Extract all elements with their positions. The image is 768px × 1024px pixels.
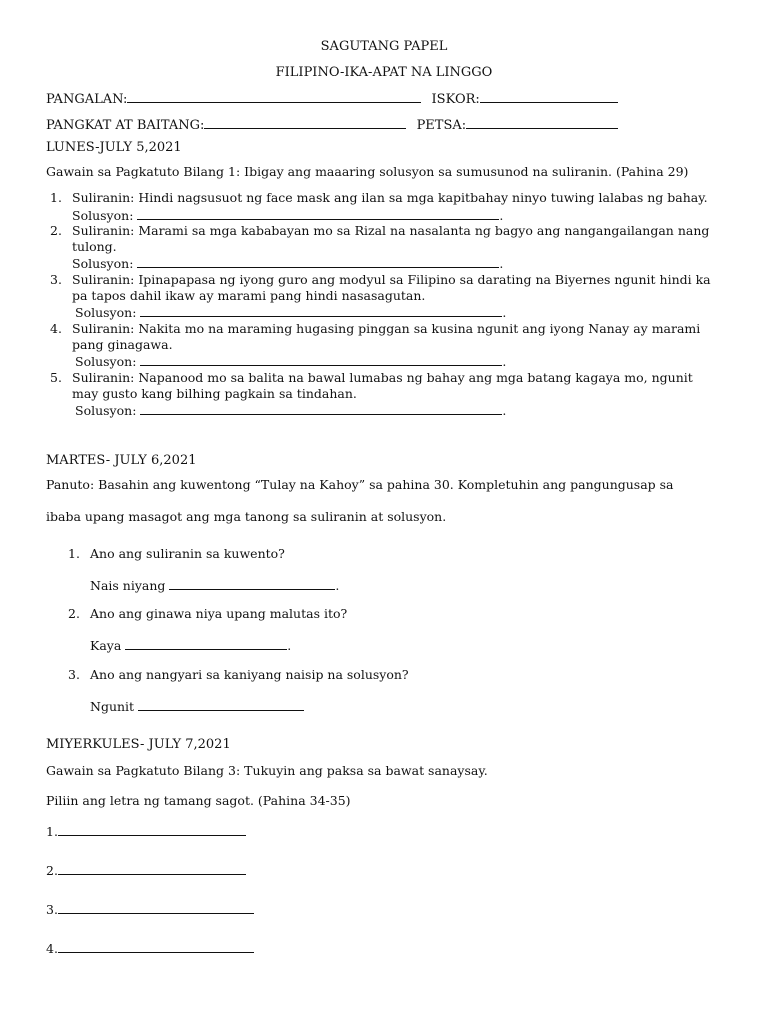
answer-prefix: Ngunit [90, 699, 135, 714]
lunes-item-2 [50, 223, 709, 238]
answer-blank[interactable] [125, 637, 287, 650]
martes-question-1 [68, 546, 285, 561]
miyerkules-instruction-line-2: Piliin ang letra ng tamang sagot. (Pahina 34-35) [46, 793, 351, 808]
miyerkules-answer-2 [46, 862, 246, 878]
suliranin-text: Suliranin: Marami sa mga kababayan mo sa Rizal na nasalanta ng bagyo ang nangangailangan nang [72, 223, 710, 238]
lunes-item-3 [50, 272, 711, 287]
solusyon-row-2: Solusyon: . [72, 256, 504, 271]
solusyon-label: Solusyon: [72, 208, 134, 223]
answer-end: . [287, 638, 292, 653]
miyerkules-answer-3 [46, 901, 254, 917]
solusyon-blank[interactable] [140, 353, 502, 366]
pangkat-row [46, 116, 618, 133]
item-number: 3. [46, 902, 58, 917]
solusyon-blank[interactable] [140, 304, 502, 317]
petsa-blank[interactable] [466, 116, 618, 129]
suliranin-text: Suliranin: Ipinapapasa ng iyong guro ang modyul sa Filipino sa darating na Biyernes ngunit hindi ka [72, 272, 711, 287]
suliranin-continuation: pa tapos dahil ikaw ay marami pang hindi nasasagutan. [72, 288, 426, 303]
solusyon-label: Solusyon: [72, 256, 134, 271]
answer-blank[interactable] [58, 901, 254, 914]
suliranin-text: Suliranin: Nakita mo na maraming hugasing pinggan sa kusina ngunit ang iyong Nanay ay marami [72, 321, 701, 336]
martes-question-3 [68, 667, 409, 682]
lunes-heading: LUNES-JULY 5,2021 [46, 140, 182, 155]
item-number: 1. [50, 190, 62, 205]
iskor-label: ISKOR: [431, 92, 480, 107]
suliranin-continuation: tulong. [72, 239, 117, 254]
answer-prefix: Nais niyang [90, 578, 166, 593]
suliranin-text: Suliranin: Napanood mo sa balita na bawal lumabas ng bahay ang mga batang kagaya mo, ngunit [72, 370, 693, 385]
item-number: 1. [68, 546, 80, 561]
solusyon-label: Solusyon: [75, 403, 137, 418]
solusyon-label: Solusyon: [75, 305, 137, 320]
item-number: 3. [50, 272, 62, 287]
answer-blank[interactable] [58, 862, 246, 875]
solusyon-row-4: Solusyon: . [75, 354, 507, 369]
solusyon-row-1: Solusyon: . [72, 208, 504, 223]
miyerkules-instruction-line-1: Gawain sa Pagkatuto Bilang 3: Tukuyin ang paksa sa bawat sanaysay. [46, 763, 488, 778]
page-title: SAGUTANG PAPEL [320, 39, 448, 54]
martes-answer-3 [90, 698, 304, 714]
item-number: 2. [68, 606, 80, 621]
lunes-instruction: Gawain sa Pagkatuto Bilang 1: Ibigay ang maaaring solusyon sa sumusunod na suliranin. (Pahina 29) [46, 164, 689, 179]
answer-end: . [335, 578, 340, 593]
solusyon-row-5: Solusyon: . [75, 403, 507, 418]
lunes-item-4 [50, 321, 700, 336]
solusyon-row-3: Solusyon: . [75, 305, 507, 320]
pangkat-blank[interactable] [204, 116, 406, 129]
answer-blank[interactable] [138, 698, 304, 711]
martes-question-2 [68, 606, 347, 621]
suliranin-text: Suliranin: Hindi nagsusuot ng face mask ang ilan sa mga kapitbahay ninyo tuwing lalabas ng bahay. [72, 190, 708, 205]
miyerkules-heading: MIYERKULES- JULY 7,2021 [46, 737, 231, 752]
item-number: 3. [68, 667, 80, 682]
miyerkules-answer-1 [46, 823, 246, 839]
answer-blank[interactable] [58, 940, 254, 953]
martes-answer-2 [90, 637, 291, 653]
petsa-label: PETSA: [416, 118, 467, 133]
pangkat-label: PANGKAT AT BAITANG: [46, 118, 205, 133]
martes-instruction-line-1: Panuto: Basahin ang kuwentong “Tulay na Kahoy” sa pahina 30. Kompletuhin ang pangungusap sa [46, 477, 674, 492]
martes-instruction-line-2: ibaba upang masagot ang mga tanong sa suliranin at solusyon. [46, 509, 447, 524]
item-number: 4. [50, 321, 62, 336]
lunes-item-1 [50, 190, 708, 205]
item-number: 4. [46, 941, 58, 956]
answer-prefix: Kaya [90, 638, 122, 653]
iskor-blank[interactable] [480, 90, 618, 103]
pangalan-label: PANGALAN: [46, 92, 128, 107]
page-subtitle: FILIPINO-IKA-APAT NA LINGGO [275, 65, 493, 80]
solusyon-blank[interactable] [140, 402, 502, 415]
pangalan-blank[interactable] [127, 90, 421, 103]
solusyon-label: Solusyon: [75, 354, 137, 369]
item-number: 5. [50, 370, 62, 385]
solusyon-blank[interactable] [137, 207, 499, 220]
answer-blank[interactable] [58, 823, 246, 836]
item-number: 2. [46, 863, 58, 878]
question-text: Ano ang suliranin sa kuwento? [90, 546, 285, 561]
solusyon-blank[interactable] [137, 255, 499, 268]
pangalan-row [46, 90, 618, 107]
question-text: Ano ang ginawa niya upang malutas ito? [90, 606, 348, 621]
martes-heading: MARTES- JULY 6,2021 [46, 453, 197, 468]
lunes-item-5 [50, 370, 693, 385]
suliranin-continuation: pang ginagawa. [72, 337, 173, 352]
item-number: 2. [50, 223, 62, 238]
answer-blank[interactable] [169, 577, 335, 590]
suliranin-continuation: may gusto kang bilhing pagkain sa tindahan. [72, 386, 357, 401]
miyerkules-answer-4 [46, 940, 254, 956]
question-text: Ano ang nangyari sa kaniyang naisip na solusyon? [90, 667, 409, 682]
item-number: 1. [46, 824, 58, 839]
martes-answer-1 [90, 577, 339, 593]
